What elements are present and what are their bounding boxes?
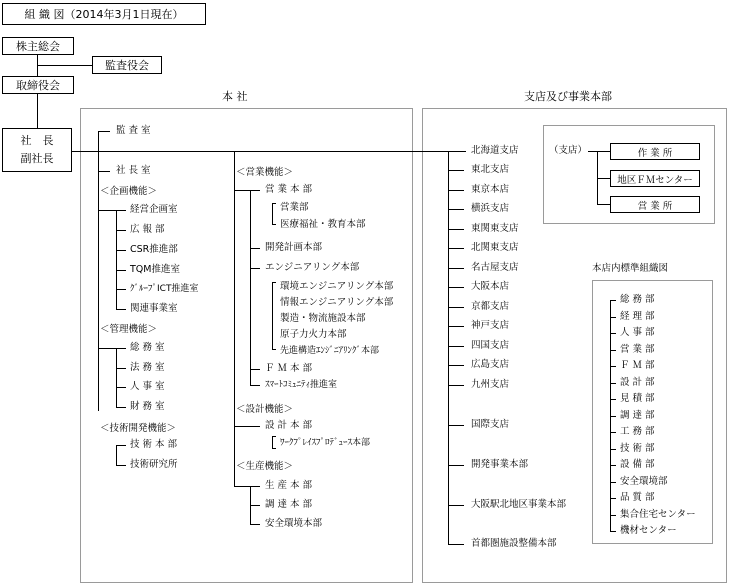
connector: [272, 282, 276, 283]
branch-item: 名古屋支店: [471, 262, 519, 273]
engineering-hq: エンジニアリング本部: [265, 262, 360, 273]
connector: [116, 309, 126, 310]
branches-header: 支店及び事業本部: [524, 90, 612, 103]
smart-community-office: ｽﾏｰﾄｺﾐｭﾆﾃｨ推進室: [265, 380, 338, 390]
connector: [610, 449, 616, 450]
connector: [610, 399, 616, 400]
connector: [610, 465, 616, 466]
hq-header: 本 社: [222, 90, 248, 103]
connector: [448, 425, 464, 426]
standard-org-item: 人 事 部: [620, 327, 655, 338]
connector: [250, 268, 260, 269]
standard-org-item: 技 術 部: [620, 443, 655, 454]
connector: [234, 190, 260, 191]
planning-header: ＜企画機能＞: [100, 186, 158, 197]
connector: [448, 170, 464, 171]
branch-item: 京都支店: [471, 301, 510, 312]
production-item: 安全環境本部: [265, 518, 323, 529]
connector: [116, 210, 117, 309]
connector: [597, 178, 610, 179]
connector: [448, 268, 464, 269]
connector: [98, 131, 99, 411]
branch-item: 四国支店: [471, 340, 510, 351]
fm-hq: Ｆ Ｍ 本 部: [265, 363, 313, 374]
connector: [448, 287, 464, 288]
planning-item: TQM推進室: [130, 264, 180, 275]
planning-item: 関連事業室: [130, 303, 178, 314]
branch-item: 北海道支店: [471, 145, 519, 156]
branch-office-item: 地区ＦＭセンター: [610, 170, 700, 187]
admin-item: 人 事 室: [130, 381, 165, 392]
international-branch: 国際支店: [471, 419, 510, 430]
connector: [610, 383, 616, 384]
division-item: 開発事業本部: [471, 459, 529, 470]
planning-item: 経営企画室: [130, 204, 178, 215]
production-item: 生 産 本 部: [265, 480, 313, 491]
standard-org-title: 本店内標準組織図: [592, 263, 669, 274]
tech-header: ＜技術開発機能＞: [100, 423, 177, 434]
connector: [272, 349, 276, 350]
engineering-sub-item: 原子力火力本部: [280, 329, 347, 340]
standard-org-item: 集合住宅センター: [620, 509, 696, 520]
standard-org-item: 経 理 部: [620, 311, 655, 322]
president-label: 社 長: [20, 134, 54, 147]
connector: [234, 486, 260, 487]
audit-office: 監 査 室: [116, 125, 151, 136]
division-item: 大阪駅北地区事業本部: [471, 499, 567, 510]
branch-item: 東京本店: [471, 184, 510, 195]
admin-item: 総 務 室: [130, 342, 165, 353]
connector: [250, 369, 260, 370]
connector: [448, 544, 464, 545]
branch-office-item: 作 業 所: [610, 143, 700, 160]
connector: [448, 229, 464, 230]
connector: [116, 250, 126, 251]
connector: [610, 498, 616, 499]
connector: [250, 248, 260, 249]
branch-item: 横浜支店: [471, 203, 510, 214]
standard-org-item: 安全環境部: [620, 476, 668, 487]
branch-office-label: （支店）: [549, 145, 588, 156]
standard-org-item: 調 達 部: [620, 410, 655, 421]
connector: [98, 210, 126, 211]
connector: [448, 465, 464, 466]
connector: [234, 426, 260, 427]
connector: [250, 524, 260, 525]
connector: [234, 151, 235, 486]
connector: [610, 317, 616, 318]
branch-item: 広島支店: [471, 359, 510, 370]
tech-item: 技 術 本 部: [130, 439, 178, 450]
connector: [448, 209, 464, 210]
admin-item: 財 務 室: [130, 401, 165, 412]
connector: [250, 505, 260, 506]
connector: [250, 385, 260, 386]
engineering-sub-item: 製造・物流施設本部: [280, 313, 366, 324]
connector: [448, 248, 464, 249]
connector: [610, 333, 616, 334]
connector: [272, 436, 276, 437]
connector: [448, 307, 464, 308]
production-header: ＜生産機能＞: [236, 461, 294, 472]
standard-org-item: 設 計 部: [620, 377, 655, 388]
admin-header: ＜管理機能＞: [100, 324, 158, 335]
audit-board-box: 監査役会: [92, 56, 162, 74]
connector: [72, 151, 466, 152]
connector: [610, 300, 616, 301]
chart-title: 組 織 図（2014年3月1日現在）: [2, 3, 206, 25]
engineering-sub-item: 環境エンジニアリング本部: [280, 281, 394, 292]
standard-org-item: 見 積 部: [620, 393, 655, 404]
standard-org-item: 品 質 部: [620, 492, 655, 503]
admin-item: 法 務 室: [130, 362, 165, 373]
connector: [610, 531, 616, 532]
standard-org-item: 設 備 部: [620, 459, 655, 470]
connector: [116, 407, 126, 408]
connector: [98, 171, 110, 172]
connector: [448, 365, 464, 366]
connector: [448, 190, 464, 191]
connector: [272, 436, 273, 448]
connector: [610, 432, 616, 433]
connector: [116, 368, 126, 369]
connector: [610, 366, 616, 367]
design-sub-item: ﾜｰｸﾌﾟﾚｲｽﾌﾟﾛﾃﾞｭｰｽ本部: [280, 438, 371, 448]
president-box: [2, 128, 72, 172]
engineering-sub-item: 先進構造ｴﾝｼﾞﾆｱﾘﾝｸﾞ本部: [280, 346, 380, 356]
connector: [116, 230, 126, 231]
president-office: 社 長 室: [116, 165, 151, 176]
connector: [116, 465, 126, 466]
connector: [448, 326, 464, 327]
connector: [116, 348, 117, 407]
connector: [272, 203, 276, 204]
standard-org-item: 総 務 部: [620, 294, 655, 305]
connector: [272, 282, 273, 349]
branch-item: 大阪本店: [471, 281, 510, 292]
connector: [37, 94, 38, 128]
connector: [610, 515, 616, 516]
standard-org-item: 営 業 部: [620, 344, 655, 355]
connector: [272, 448, 276, 449]
sales-sub-item: 医療福祉・教育本部: [280, 219, 366, 230]
connector: [448, 346, 464, 347]
branch-item: 東北支店: [471, 164, 510, 175]
branch-item: 東関東支店: [471, 223, 519, 234]
branch-item: 北関東支店: [471, 242, 519, 253]
branch-item: 神戸支店: [471, 320, 510, 331]
board-of-directors-box: 取締役会: [2, 76, 74, 94]
connector: [98, 348, 126, 349]
shareholders-meeting-box: 株主総会: [2, 37, 74, 55]
connector: [37, 65, 92, 66]
planning-item: CSR推進部: [130, 244, 178, 255]
connector: [116, 445, 117, 465]
standard-org-item: Ｆ Ｍ 部: [620, 360, 655, 371]
branch-item: 九州支店: [471, 379, 510, 390]
connector: [610, 416, 616, 417]
design-header: ＜設計機能＞: [236, 404, 294, 415]
connector: [98, 131, 110, 132]
standard-org-item: 機材センター: [620, 525, 677, 536]
tech-item: 技術研究所: [130, 459, 178, 470]
connector: [610, 350, 616, 351]
connector: [116, 289, 126, 290]
sales-hq: 営 業 本 部: [265, 184, 313, 195]
planning-item: 広 報 部: [130, 224, 165, 235]
connector: [588, 151, 610, 152]
branch-office-item: 営 業 所: [610, 196, 700, 213]
design-hq: 設 計 本 部: [265, 420, 313, 431]
connector: [116, 387, 126, 388]
division-item: 首都圏施設整備本部: [471, 538, 557, 549]
sales-header: ＜営業機能＞: [236, 167, 294, 178]
connector: [116, 445, 126, 446]
connector: [610, 482, 616, 483]
dev-planning-hq: 開発計画本部: [265, 242, 323, 253]
production-item: 調 達 本 部: [265, 499, 313, 510]
sales-sub-item: 営業部: [280, 202, 309, 213]
engineering-sub-item: 情報エンジニアリング本部: [280, 297, 394, 308]
connector: [116, 270, 126, 271]
connector: [250, 190, 251, 385]
connector: [272, 203, 273, 224]
connector: [597, 204, 610, 205]
connector: [448, 385, 464, 386]
vice-president-label: 副社長: [20, 152, 54, 165]
connector: [448, 505, 464, 506]
standard-org-item: 工 務 部: [620, 426, 655, 437]
planning-item: ｸﾞﾙｰﾌﾟICT推進室: [130, 284, 199, 294]
connector: [272, 224, 276, 225]
